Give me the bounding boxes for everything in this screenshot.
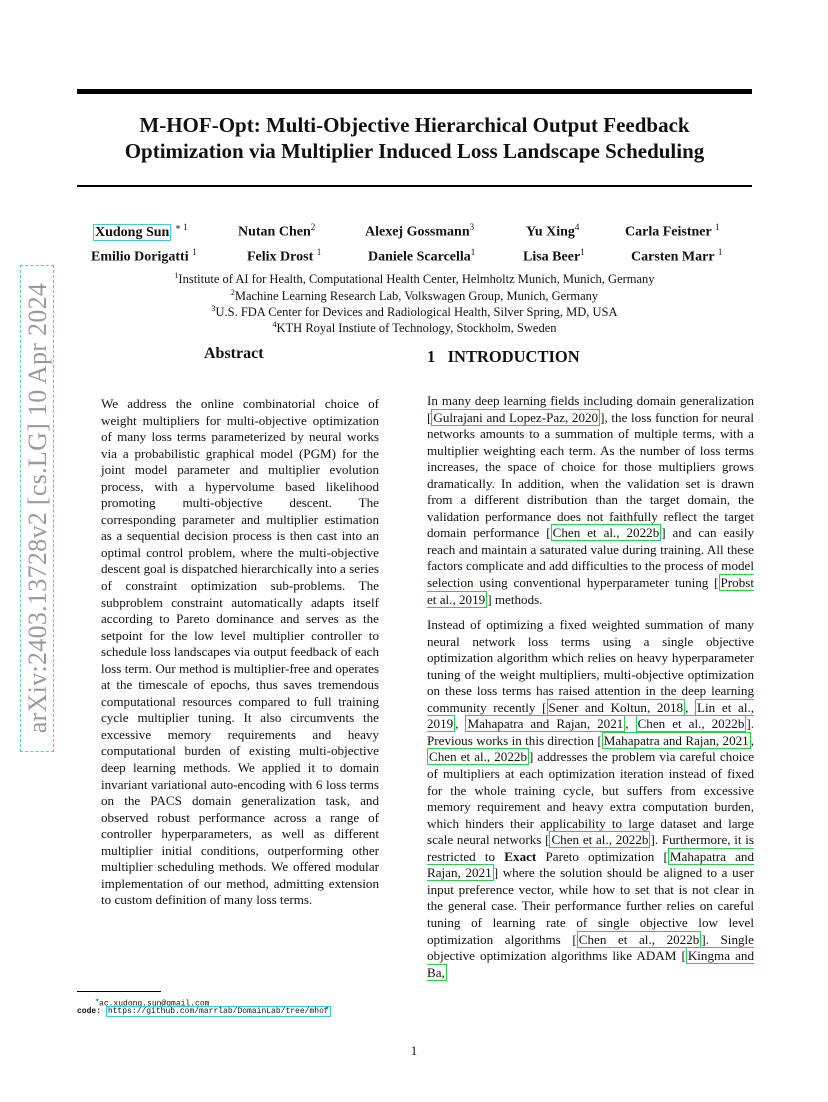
introduction-body <box>427 393 754 990</box>
text-run: Instead of optimizing a fixed weighted summation of many neural network loss terms using a single objective optimization algorithm which relies on heavy hyperparameter tuning of the weight multipliers, multi-objective optimization on these loss terms has raised attention in the deep learning community recently <box>427 617 754 715</box>
citation-link[interactable]: Sener and Koltun, 2018 <box>548 699 684 715</box>
citation-link[interactable]: Mahapatra and Rajan, 2021 <box>603 732 749 748</box>
paper-title <box>77 112 752 164</box>
page-number: 1 <box>410 1043 418 1058</box>
citation-link[interactable]: Mahapatra and Rajan, 2021 <box>467 716 624 732</box>
text-run: ]. Previous works in this direction <box>427 716 755 748</box>
affiliation-sup: 1 <box>174 271 179 280</box>
author-sup: 4 <box>574 222 580 232</box>
citation-link[interactable]: Chen et al., 2022b <box>429 749 527 765</box>
text-run: In many deep learning fields including domain generalization <box>427 393 754 408</box>
author-9 <box>523 247 585 266</box>
text-run: , <box>750 732 755 748</box>
citation-link[interactable]: Chen et al., 2022b <box>578 931 700 947</box>
section-number: 1 <box>427 347 436 366</box>
affiliation-sup: 3 <box>211 304 216 313</box>
footnote-marker: ∗ <box>95 996 100 1004</box>
code-label: code: <box>77 1007 102 1016</box>
author-name: Felix Drost <box>247 249 314 265</box>
author-name: Yu Xing <box>526 224 575 240</box>
author-sup: 1 <box>580 247 585 257</box>
affiliation-text: Machine Learning Research Lab, Volkswagen Group, Munich, Germany <box>234 289 599 304</box>
title-line-1: M-HOF-Opt: Multi-Objective Hierarchical Output Feedback <box>139 113 690 137</box>
text-run: , <box>625 716 636 732</box>
author-name: Carla Feistner <box>625 224 712 240</box>
citation-link[interactable]: Chen et al., 2022b <box>551 832 649 848</box>
citation-link[interactable]: Lin et al., 2019 <box>427 699 755 732</box>
emphasis-exact: Exact <box>504 848 537 864</box>
author-8 <box>368 247 475 266</box>
author-sup: 1 <box>714 222 720 232</box>
author-5 <box>625 222 719 241</box>
author-6 <box>91 247 197 266</box>
title-rule-bottom <box>77 185 752 187</box>
footnote-code <box>77 1007 331 1016</box>
intro-paragraph-2: Instead of optimizing a fixed weighted summation of many neural network loss terms using a single objective optimization algorithm which relies on heavy hyperparameter tuning of the weight multipliers, multi-objective optimization on these loss terms has raised attention in the deep learning community recently [ Sener and Koltun, 2018 , Lin et al., 2019 , Mahapatra and Rajan, 2021 , Chen et al., 2022b ]. Previous works in this direction [ Mahapatra and Rajan, 2021 , Chen et al., 2022b ] addresses the problem via careful choice of multipliers at each optimization iteration instead of fixed for the whole training cycle, but suffers from excessive memory requirement and heavy extra computation burden, which hinders their applicability to large dataset and large scale neural networks [ Chen et al., 2022b ]. Furthermore, it is restricted to Exact Pareto optimization [ Mahapatra and Rajan, 2021 ] where the solution should be aligned to a user input preference vector, while how to set that is not clear in the general case. Their performance further relies on careful tuning of learning rate of single objective low level optimization algorithms [ Chen et al., 2022b ]. Single objective optimization algorithms like ADAM [ Kingma and Ba, <box>427 617 755 980</box>
author-sup: 1 <box>192 247 197 257</box>
author-sup: 2 <box>310 222 316 232</box>
text-run: ] addresses the problem via careful choice of multipliers at each optimization iteration instead of fixed for the whole training cycle, but suffers from excessive memory requirement and heavy extra computation burden, which hinders their applicability to large dataset and large scale neural networks <box>427 749 755 848</box>
citation-link[interactable]: Kingma and Ba, <box>427 948 754 980</box>
text-run: , <box>455 716 466 732</box>
intro-paragraph-1: In many deep learning fields including domain generalization [ Gulrajani and Lopez-Paz, 2020 ], the loss function for neural networks amounts to a summation of multiple terms, with a multiplier weighting each term. As the number of loss terms increases, the space of choice for those multipliers grows dramatically. In addition, when the validation set is drawn from a different distribution than the target domain, the validation performance does not faithfully reflect the target domain performance [ Chen et al., 2022b ] and can easily reach and maintain a saturated value during training. All these factors complicate and add difficulties to the process of model selection using conventional hyperparameter tuning [ Probst et al., 2019 ] methods. <box>427 393 755 607</box>
affiliation-3 <box>77 304 752 320</box>
citation-link[interactable]: Probst et al., 2019 <box>427 575 754 607</box>
text-run: ]. Single objective optimization algorithms like ADAM <box>427 931 754 964</box>
author-10 <box>631 247 722 266</box>
affiliation-text: KTH Royal Instiute of Technology, Stockholm, Sweden <box>276 321 557 336</box>
affiliation-sup: 4 <box>272 320 277 329</box>
author-name: Emilio Dorigatti <box>91 249 189 265</box>
section-title: INTRODUCTION <box>447 347 580 366</box>
text-run: ] where the solution should be aligned to a user input preference vector, while how to set that is not clear in the general case. Their performance further relies on careful tuning of learning rate of single objective low level optimization algorithms <box>427 865 754 947</box>
citation-link[interactable]: Gulrajani and Lopez-Paz, 2020 <box>433 409 599 425</box>
title-rule-top <box>77 89 752 94</box>
author-4 <box>526 222 579 241</box>
affiliation-1 <box>77 271 752 287</box>
section-heading-introduction <box>427 347 580 367</box>
author-name: Carsten Marr <box>631 249 715 265</box>
footnote-rule <box>77 991 161 992</box>
text-run: methods. <box>491 591 543 607</box>
author-name[interactable]: Xudong Sun <box>95 224 170 240</box>
author-name: Alexej Gossmann <box>365 224 470 240</box>
affiliation-text: Institute of AI for Health, Computational Health Center, Helmholtz Munich, Munich, Germany <box>178 272 655 287</box>
text-run: , the loss function for neural networks amounts to a summation of multiple terms, with a multiplier weighting each term. As the number of loss terms increases, the space of choice for those multipliers grows dramatically. In addition, when the validation set is drawn from a different distribution than the target domain, the validation performance does not faithfully reflect the target domain performance <box>427 409 754 541</box>
author-sup: 1 <box>316 247 322 257</box>
affiliation-2 <box>77 288 752 304</box>
citation-link[interactable]: Mahapatra and Rajan, 2021 <box>427 848 754 881</box>
author-sup: 3 <box>469 222 475 232</box>
title-line-2: Optimization via Multiplier Induced Loss Landscape Scheduling <box>124 139 705 163</box>
author-sup: 1 <box>470 247 476 257</box>
author-name: Daniele Scarcella <box>368 249 471 265</box>
author-7 <box>247 247 321 266</box>
author-sup: 1 <box>717 247 723 257</box>
abstract-heading: Abstract <box>204 345 264 362</box>
affiliation-4 <box>77 320 752 336</box>
arxiv-identifier[interactable] <box>16 265 60 750</box>
author-name: Nutan Chen <box>238 224 311 240</box>
author-2 <box>238 222 315 241</box>
arxiv-identifier-text: arXiv:2403.13728v2 [cs.LG] 10 Apr 2024 <box>23 282 52 733</box>
code-url-link[interactable]: https://github.com/marrlab/DomainLab/tree/mhof <box>107 1007 329 1016</box>
footnote-email-text: ac.xudong.sun@gmail.com <box>99 999 210 1009</box>
author-3 <box>365 222 474 241</box>
author-sup: ∗ 1 <box>174 222 188 232</box>
text-run: and can easily reach and maintain a saturated value during training. All these factors complicate and add difficulties to the process of model selection using conventional hyperparameter tuning <box>427 525 755 591</box>
text-run: Pareto optimization <box>536 848 664 864</box>
affiliation-sup: 2 <box>230 288 235 297</box>
author-name: Lisa Beer <box>523 249 581 265</box>
citation-link[interactable]: Chen et al., 2022b <box>552 525 660 541</box>
text-run: , <box>685 699 696 715</box>
author-1[interactable] <box>93 222 188 241</box>
abstract-body: We address the online combinatorial choice of weight multipliers for multi-objective optimization of many loss terms parameterized by neural works via a probabilistic graphical model (PGM) for the joint model parameter and multiplier evolution process, with a hypervolume based likelihood promoting multi-objective descent. The corresponding parameter and multiplier estimation as a sequential decision process is then cast into an optimal control problem, where the multi-objective descent goal is dispatched hierarchically into a series of constraint optimization sub-problems. The subproblem constraint automatically adapts itself according to Pareto dominance and serves as the setpoint for the low level multiplier controller to schedule loss landscapes via output feedback of each loss term. Our method is multiplier-free and operates at the timescale of epochs, thus saves tremendous computational resources compared to full training cycle multiplier tuning. It also circumvents the excessive memory requirements and heavy computational burden of existing multi-objective deep learning methods. We applied it to domain invariant variational auto-encoding with 6 loss terms on the PACS domain generalization task, and observed robust performance across a range of controller hyperparameters, as well as different multiplier initial conditions, outperforming other multiplier scheduling methods. We offered modular implementation of our method, admitting extension to custom definition of many loss terms. <box>101 396 379 908</box>
affiliation-text: U.S. FDA Center for Devices and Radiological Health, Silver Spring, MD, USA <box>215 305 618 320</box>
text-run: ]. Furthermore, it is restricted to <box>427 832 754 864</box>
citation-link[interactable]: Chen et al., 2022b <box>637 716 745 732</box>
